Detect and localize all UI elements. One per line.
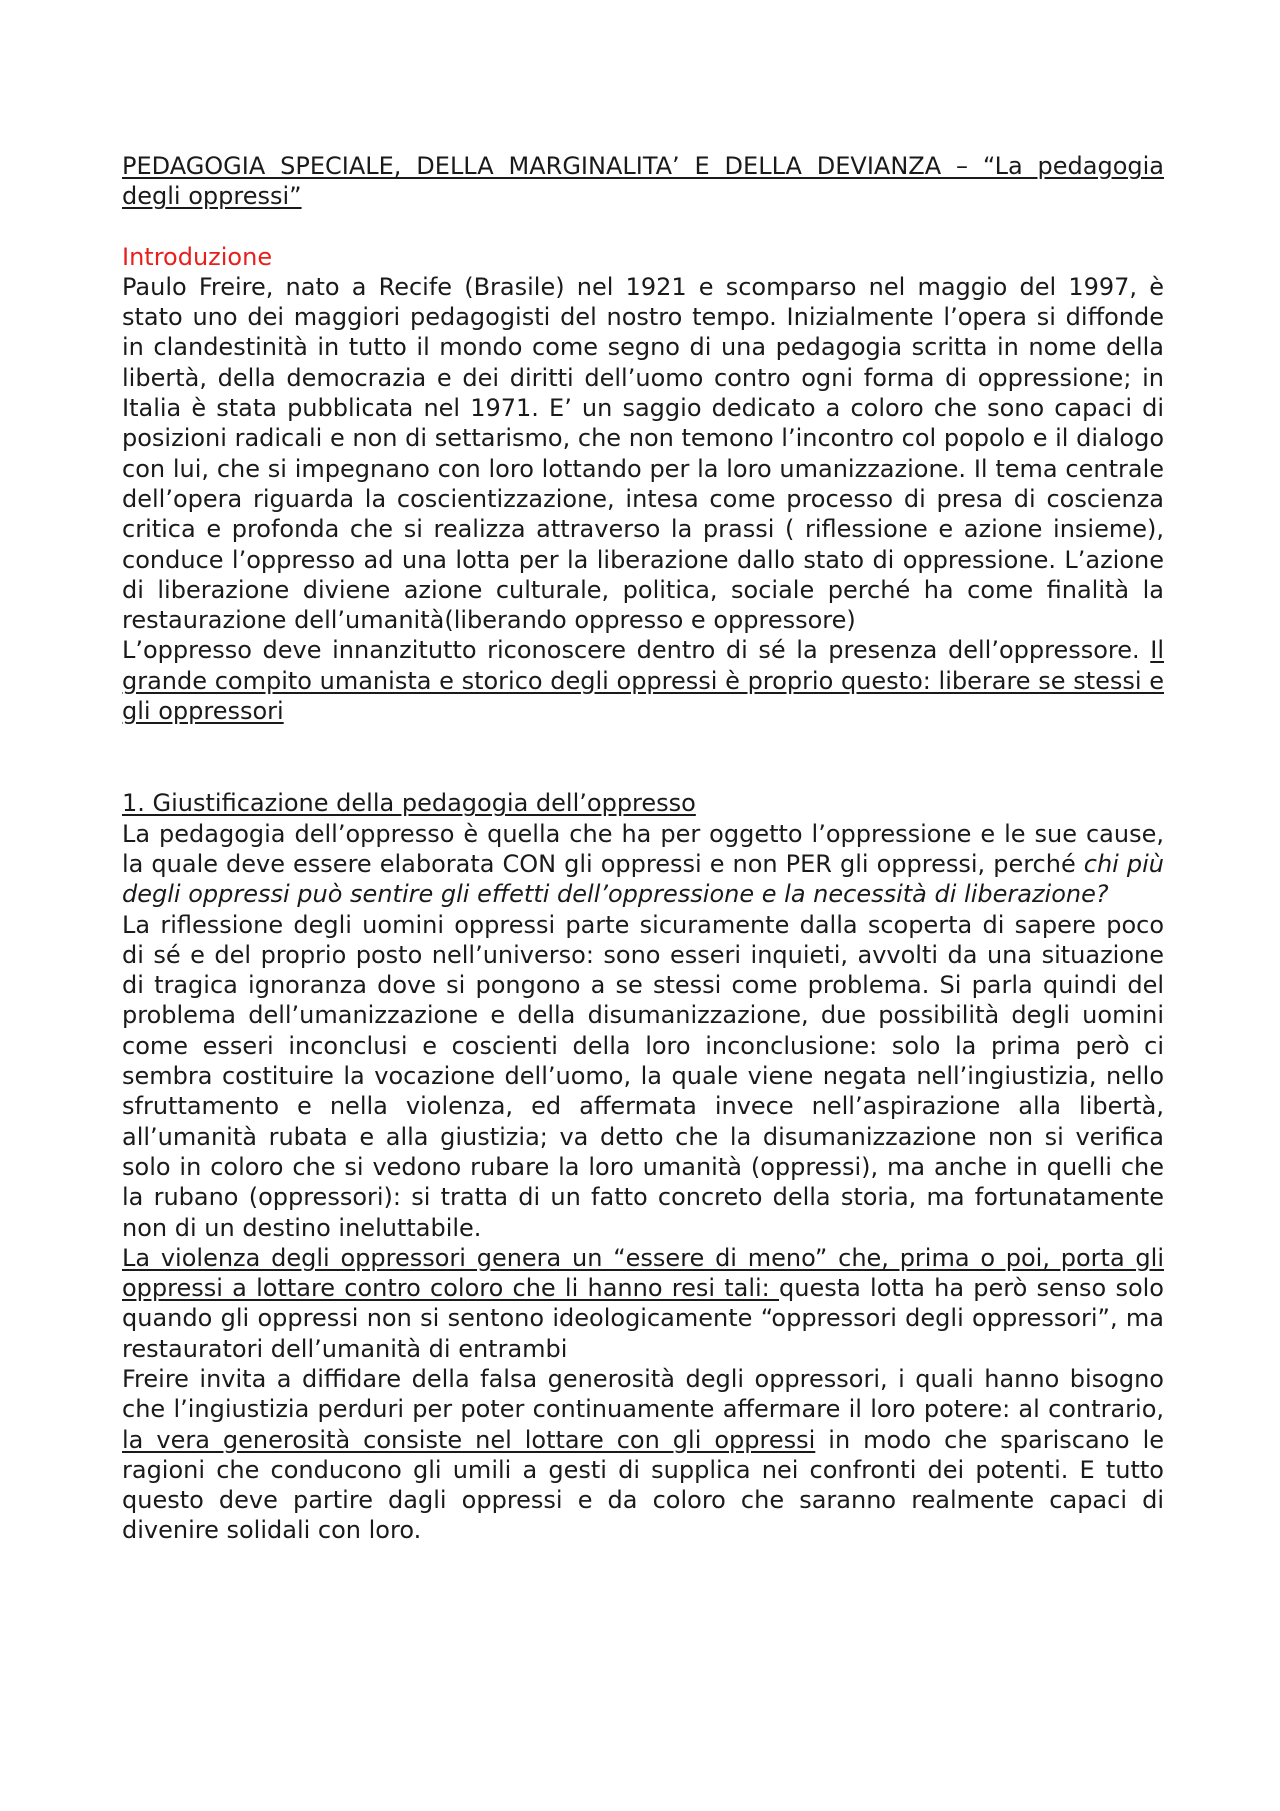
intro-paragraph-2-text: L’oppresso deve innanzitutto riconoscere dentro di sé la presenza dell’oppressore. [122,636,1151,665]
section-1-paragraph-4-underlined: la vera generosità consiste nel lottare con gli oppressi [122,1425,816,1454]
section-1-paragraph-2: La riflessione degli uomini oppressi parte sicuramente dalla scoperta di sapere poco di sé e del proprio posto nell’universo: sono esseri inquieti, avvolti da una situazione di tragica ignoranza dove si pongono a se stessi come problema. Si parla quindi del problema dell’umanizzazione e della disumanizzazione, due possibilità degli uomini come esseri inconclusi e coscienti della loro inconclusione: solo la prima però ci sembra costituire la vocazione dell’uomo, la quale viene negata nell’ingiustizia, nello sfruttamento e nella violenza, ed affermata invece nell’aspirazione alla libertà, all’umanità rubata e alla giustizia; va detto che la disumanizzazione non si verifica solo in coloro che si vedono rubare la loro umanità (oppressi), ma anche in quelli che la rubano (oppressori): si tratta di un fatto concreto della storia, ma fortunatamente non di un destino ineluttabile. [122,910,1164,1242]
section-1-paragraph-3-text: questa lotta ha però senso solo quando gli oppressi non si sentono ideologicamente “oppressori degli oppressori”, ma restauratori dell’umanità di entrambi [122,1274,1164,1363]
intro-paragraph-1: Paulo Freire, nato a Recife (Brasile) nel 1921 e scomparso nel maggio del 1997, è stato uno dei maggiori pedagogisti del nostro tempo. Inizialmente l’opera si diffonde in clandestinità in tutto il mondo come segno di una pedagogia scritta in nome della libertà, della democrazia e dei diritti dell’uomo contro ogni forma di oppressione; in Italia è stata pubblicata nel 1971. E’ un saggio dedicato a coloro che sono capaci di posizioni radicali e non di settarismo, che non temono l’incontro col popolo e il dialogo con lui, che si impegnano con loro lottando per la loro umanizzazione. Il tema centrale dell’opera riguarda la coscientizzazione, intesa come processo di presa di coscienza critica e profonda che si realizza attraverso la prassi ( riflessione e azione insieme), conduce l’oppresso ad una lotta per la liberazione dallo stato di oppressione. L’azione di liberazione diviene azione culturale, politica, sociale perché ha come finalità la restaurazione dell’umanità(liberando oppresso e oppressore) [122,272,1164,635]
section-1-paragraph-3 [122,1243,1164,1364]
section-1-paragraph-1-text: La pedagogia dell’oppresso è quella che ha per oggetto l’oppressione e le sue cause, la quale deve essere elaborata CON gli oppressi e non PER gli oppressi, perché [122,819,1164,878]
section-1-paragraph-4 [122,1364,1164,1546]
document-page [122,151,1164,1546]
spacer [122,212,1164,242]
intro-paragraph-2-underlined: Il grande compito umanista e storico degli oppressi è proprio questo: liberare se stessi e gli oppressori [122,636,1164,726]
section-1-heading: 1. Giustificazione della pedagogia dell’oppresso [122,789,696,818]
intro-paragraph-2 [122,635,1164,726]
section-1-paragraph-4-text-b: in modo che spariscano le ragioni che conducono gli umili a gesti di supplica nei confronti dei potenti. E tutto questo deve partire dagli oppressi e da coloro che saranno realmente capaci di divenire solidali con loro. [122,1425,1164,1545]
intro-heading: Introduzione [122,242,273,271]
document-title: PEDAGOGIA SPECIALE, DELLA MARGINALITA’ E DELLA DEVIANZA – “La pedagogia degli oppressi” [122,152,1164,211]
section-1-paragraph-3-underlined: La violenza degli oppressori genera un “essere di meno” che, prima o poi, porta gli oppressi a lottare contro coloro che li hanno resi tali: [122,1243,1164,1303]
spacer [122,726,1164,788]
section-1-paragraph-1 [122,819,1164,910]
section-1-paragraph-1-italic: chi più degli oppressi può sentire gli effetti dell’oppressione e la necessità di liberazione? [122,849,1164,909]
section-1-paragraph-4-text-a: Freire invita a diffidare della falsa generosità degli oppressori, i quali hanno bisogno che l’ingiustizia perduri per poter continuamente affermare il loro potere: al contrario, [122,1364,1164,1424]
